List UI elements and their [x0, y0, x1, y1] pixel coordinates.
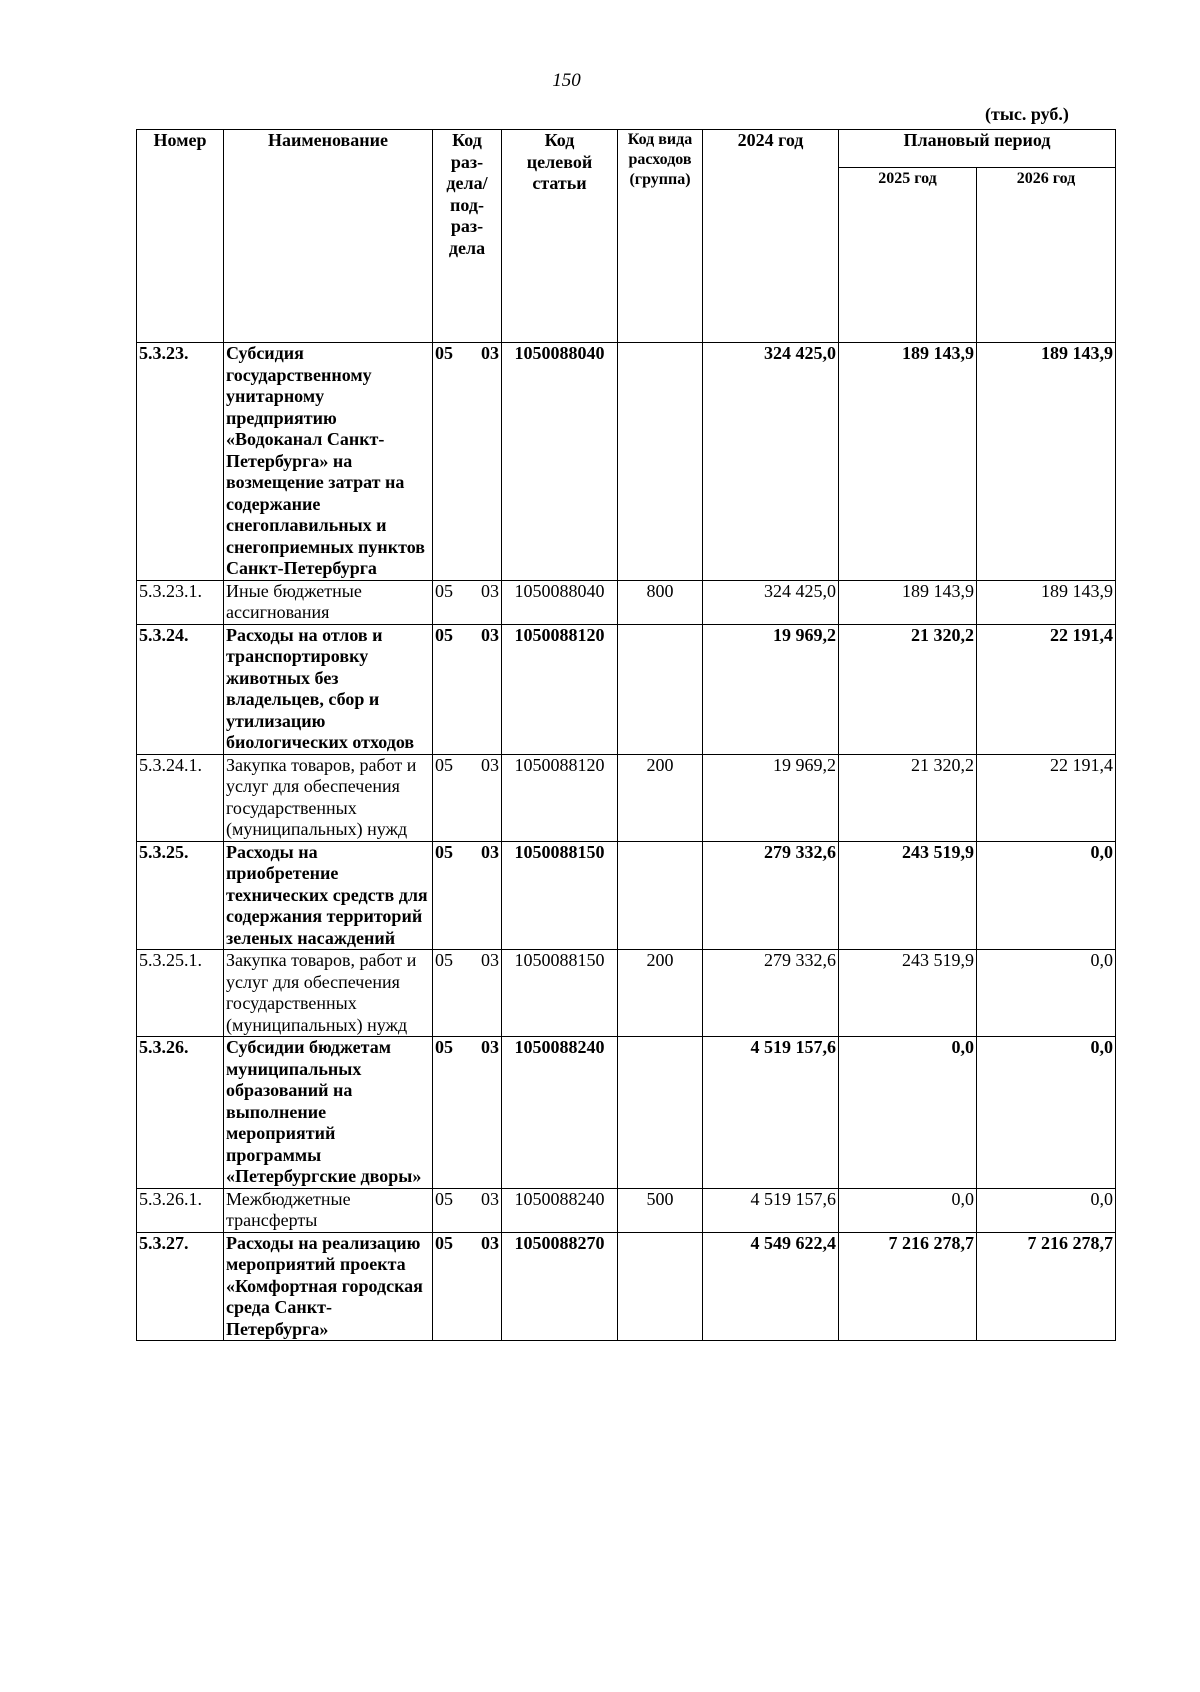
header-kind-line: (группа) — [629, 171, 691, 188]
cell-year-2026: 0,0 — [977, 950, 1116, 1037]
cell-year-2025: 0,0 — [839, 1188, 977, 1232]
cell-expense-kind: 200 — [618, 950, 703, 1037]
cell-section: 05 — [435, 1188, 453, 1209]
budget-table — [136, 129, 1116, 1341]
cell-section-code — [433, 841, 502, 950]
cell-year-2026: 22 191,4 — [977, 754, 1116, 841]
cell-year-2026: 22 191,4 — [977, 624, 1116, 754]
cell-number: 5.3.26.1. — [137, 1188, 224, 1232]
cell-number: 5.3.23. — [137, 343, 224, 581]
table-row — [137, 343, 1116, 581]
cell-expense-kind — [618, 1232, 703, 1341]
cell-target-code: 1050088150 — [502, 841, 618, 950]
cell-section: 05 — [435, 343, 453, 363]
cell-target-code: 1050088150 — [502, 950, 618, 1037]
header-section-line: под- — [450, 194, 484, 215]
cell-name: Расходы на приобретение технических средств для содержания территорий зеленых насаждений — [224, 841, 433, 950]
cell-target-code: 1050088270 — [502, 1232, 618, 1341]
cell-section: 05 — [435, 950, 453, 970]
cell-target-code: 1050088040 — [502, 580, 618, 624]
header-target-line: статьи — [532, 173, 587, 193]
cell-subsection: 03 — [481, 754, 499, 775]
table-row — [137, 624, 1116, 754]
header-target-line: целевой — [526, 151, 593, 172]
cell-subsection: 03 — [481, 1232, 499, 1253]
cell-target-code: 1050088240 — [502, 1037, 618, 1189]
cell-name: Закупка товаров, работ и услуг для обеспечения государственных (муниципальных) нужд — [224, 754, 433, 841]
units-label: (тыс. руб.) — [985, 104, 1069, 124]
cell-year-2025: 7 216 278,7 — [839, 1232, 977, 1341]
cell-expense-kind: 800 — [618, 580, 703, 624]
header-number: Номер — [137, 130, 224, 343]
cell-year-2024: 19 969,2 — [703, 754, 839, 841]
table-row — [137, 754, 1116, 841]
cell-number: 5.3.26. — [137, 1037, 224, 1189]
cell-year-2026: 189 143,9 — [977, 343, 1116, 581]
header-planned-period: Плановый период — [839, 130, 1116, 168]
cell-year-2024: 279 332,6 — [703, 950, 839, 1037]
cell-number: 5.3.25. — [137, 841, 224, 950]
cell-name: Расходы на реализацию мероприятий проекта «Комфортная городская среда Санкт-Петербурга» — [224, 1232, 433, 1341]
cell-subsection: 03 — [481, 1037, 499, 1057]
cell-section: 05 — [435, 1232, 453, 1253]
cell-name: Закупка товаров, работ и услуг для обеспечения государственных (муниципальных) нужд — [224, 950, 433, 1037]
cell-subsection: 03 — [481, 343, 499, 363]
cell-section: 05 — [435, 1037, 453, 1057]
table-row — [137, 841, 1116, 950]
cell-name: Расходы на отлов и транспортировку животных без владельцев, сбор и утилизацию биологических отходов — [224, 624, 433, 754]
cell-year-2026: 189 143,9 — [977, 580, 1116, 624]
header-kind-line: расходов — [628, 151, 692, 168]
table-header — [137, 130, 1116, 343]
cell-name: Субсидия государственному унитарному предприятию «Водоканал Санкт-Петербурга» на возмещение затрат на содержание снегоплавильных и снегоприемных пунктов Санкт-Петербурга — [224, 343, 433, 581]
cell-section: 05 — [435, 754, 453, 775]
header-section-line: раз- — [450, 216, 484, 236]
header-expense-kind — [618, 130, 703, 343]
header-target-code — [502, 130, 618, 343]
cell-year-2024: 279 332,6 — [703, 841, 839, 950]
cell-number: 5.3.27. — [137, 1232, 224, 1341]
cell-year-2024: 4 549 622,4 — [703, 1232, 839, 1341]
cell-section-code — [433, 624, 502, 754]
cell-name: Иные бюджетные ассигнования — [224, 580, 433, 624]
header-year-2024: 2024 год — [703, 130, 839, 343]
cell-year-2026: 0,0 — [977, 1037, 1116, 1189]
cell-name: Межбюджетные трансферты — [224, 1188, 433, 1232]
cell-expense-kind — [618, 1037, 703, 1189]
cell-expense-kind — [618, 841, 703, 950]
cell-subsection: 03 — [481, 1188, 499, 1209]
cell-year-2024: 324 425,0 — [703, 343, 839, 581]
cell-target-code: 1050088040 — [502, 343, 618, 581]
cell-section: 05 — [435, 841, 453, 862]
cell-year-2024: 19 969,2 — [703, 624, 839, 754]
cell-expense-kind — [618, 343, 703, 581]
cell-expense-kind: 500 — [618, 1188, 703, 1232]
table-row — [137, 1232, 1116, 1341]
table-body — [137, 343, 1116, 1341]
cell-target-code: 1050088240 — [502, 1188, 618, 1232]
header-name: Наименование — [224, 130, 433, 343]
cell-name: Субсидии бюджетам муниципальных образований на выполнение мероприятий программы «Петербургские дворы» — [224, 1037, 433, 1189]
cell-subsection: 03 — [481, 841, 499, 862]
cell-year-2025: 21 320,2 — [839, 624, 977, 754]
cell-year-2026: 0,0 — [977, 841, 1116, 950]
cell-section-code — [433, 950, 502, 1037]
cell-section-code — [433, 580, 502, 624]
cell-section: 05 — [435, 624, 453, 645]
cell-number: 5.3.24.1. — [137, 754, 224, 841]
header-year-2025: 2025 год — [839, 168, 977, 343]
cell-target-code: 1050088120 — [502, 754, 618, 841]
page-number: 150 — [552, 70, 581, 91]
cell-year-2025: 189 143,9 — [839, 343, 977, 581]
table-row — [137, 950, 1116, 1037]
table-row — [137, 1188, 1116, 1232]
cell-number: 5.3.23.1. — [137, 580, 224, 624]
cell-number: 5.3.25.1. — [137, 950, 224, 1037]
table-row — [137, 580, 1116, 624]
cell-year-2026: 0,0 — [977, 1188, 1116, 1232]
cell-section: 05 — [435, 580, 453, 601]
header-year-2026: 2026 год — [977, 168, 1116, 343]
header-section-line: дела — [448, 237, 486, 258]
table-row — [137, 1037, 1116, 1189]
header-section-code — [433, 130, 502, 343]
cell-year-2024: 4 519 157,6 — [703, 1037, 839, 1189]
cell-section-code — [433, 754, 502, 841]
cell-year-2025: 243 519,9 — [839, 950, 977, 1037]
cell-year-2025: 21 320,2 — [839, 754, 977, 841]
cell-subsection: 03 — [481, 950, 499, 970]
header-section-line: раз- — [450, 151, 484, 172]
header-target-line: Код — [544, 130, 575, 150]
cell-subsection: 03 — [481, 580, 499, 601]
cell-section-code — [433, 1037, 502, 1189]
cell-year-2024: 4 519 157,6 — [703, 1188, 839, 1232]
cell-expense-kind: 200 — [618, 754, 703, 841]
cell-section-code — [433, 1188, 502, 1232]
header-section-line: дела/ — [446, 173, 488, 193]
cell-year-2024: 324 425,0 — [703, 580, 839, 624]
cell-year-2026: 7 216 278,7 — [977, 1232, 1116, 1341]
header-section-line: Код — [452, 130, 482, 150]
cell-expense-kind — [618, 624, 703, 754]
cell-subsection: 03 — [481, 624, 499, 645]
cell-number: 5.3.24. — [137, 624, 224, 754]
cell-year-2025: 0,0 — [839, 1037, 977, 1189]
cell-section-code — [433, 1232, 502, 1341]
cell-year-2025: 189 143,9 — [839, 580, 977, 624]
cell-target-code: 1050088120 — [502, 624, 618, 754]
cell-section-code — [433, 343, 502, 581]
header-kind-line: Код вида — [627, 131, 693, 148]
cell-year-2025: 243 519,9 — [839, 841, 977, 950]
